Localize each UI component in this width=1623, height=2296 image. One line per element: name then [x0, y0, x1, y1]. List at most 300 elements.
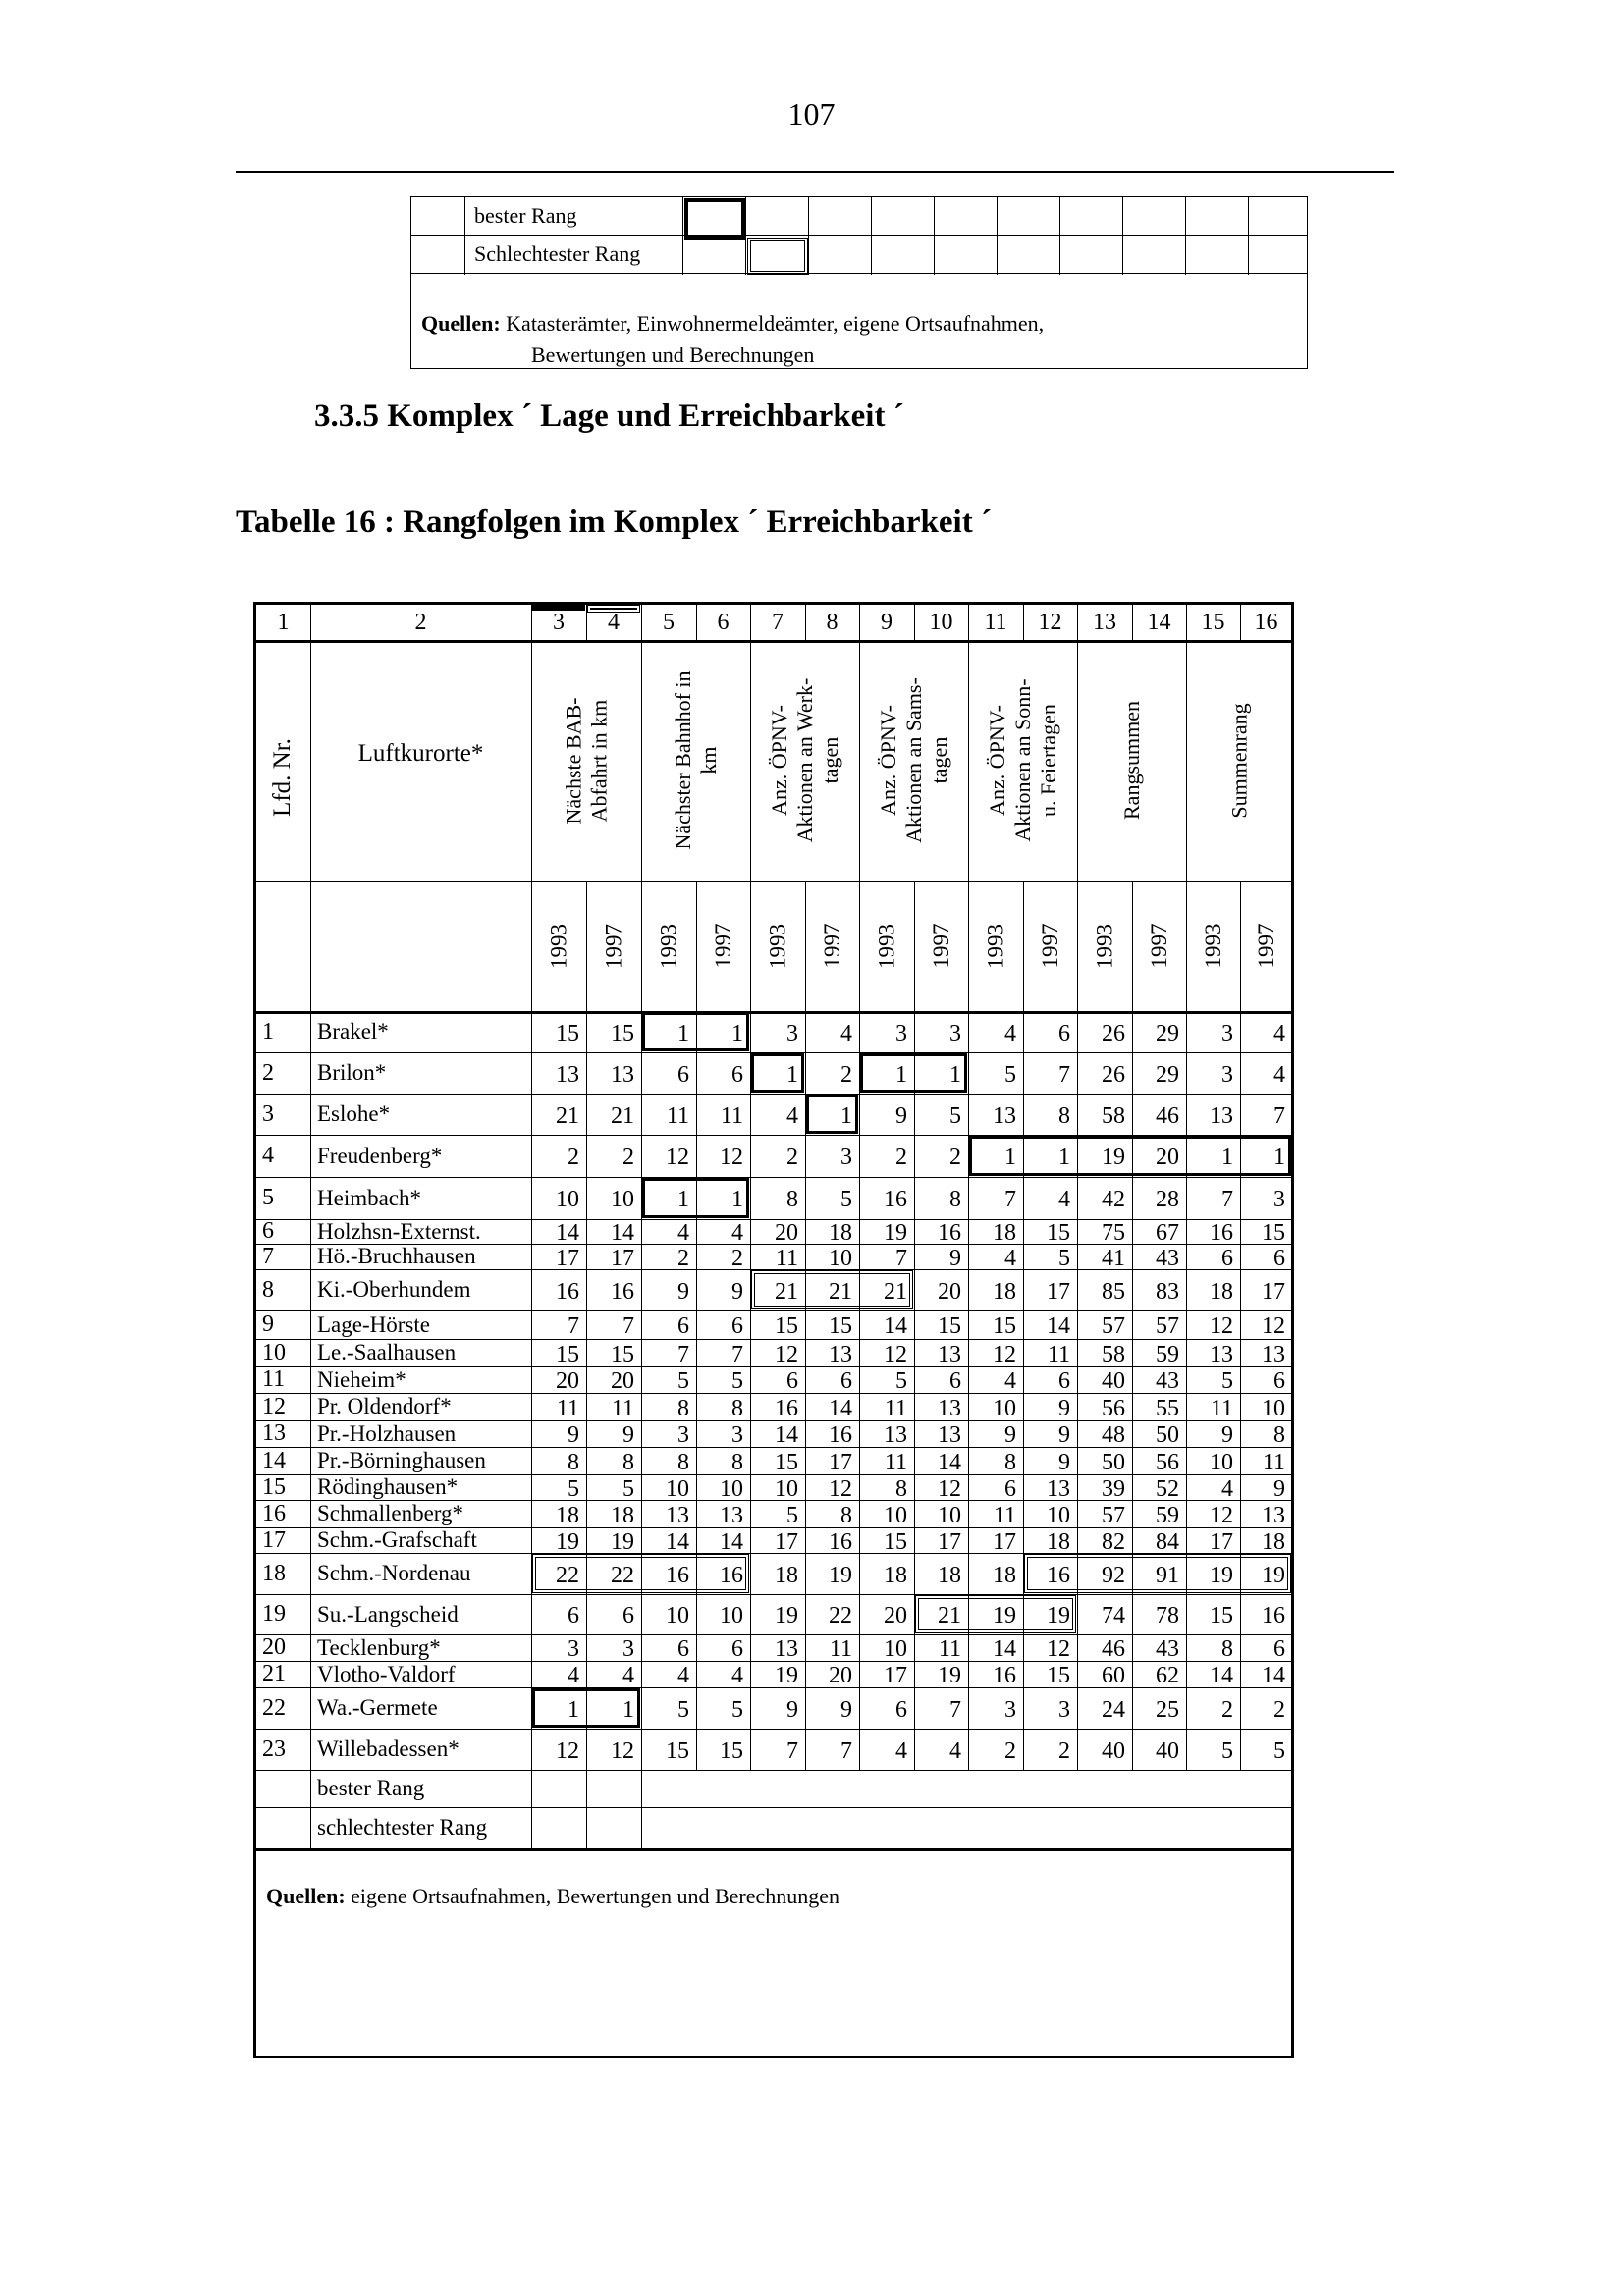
header-luftkurorte: Luftkurorte* [357, 740, 484, 767]
rank-value: 10 [1262, 1396, 1285, 1421]
year-label: 1997 [601, 923, 625, 969]
rank-value: 16 [1047, 1563, 1070, 1588]
row-number: 16 [262, 1501, 286, 1526]
rank-value: 19 [1210, 1563, 1233, 1588]
rank-value: 17 [1047, 1279, 1070, 1305]
rank-value: 8 [840, 1503, 852, 1528]
rank-value: 19 [993, 1603, 1016, 1629]
column-number: 9 [881, 610, 893, 635]
legend-best-box [684, 198, 745, 240]
rank-value: 13 [1210, 1103, 1233, 1129]
rank-value: 20 [1156, 1145, 1179, 1170]
row-number: 7 [262, 1244, 274, 1269]
best-rank-box [806, 1095, 858, 1134]
rank-value: 75 [1102, 1220, 1125, 1246]
rank-value: 13 [720, 1503, 743, 1528]
rank-value: 10 [775, 1476, 798, 1502]
rank-value: 11 [884, 1396, 907, 1421]
rank-value: 16 [556, 1279, 579, 1305]
rank-value: 18 [829, 1220, 852, 1246]
rank-value: 7 [786, 1738, 798, 1764]
rank-value: 12 [1047, 1636, 1070, 1662]
rank-value: 59 [1156, 1342, 1179, 1367]
rank-value: 15 [884, 1529, 907, 1555]
resort-name: Willebadessen* [317, 1736, 460, 1761]
rank-value: 20 [884, 1603, 907, 1629]
rank-value: 5 [840, 1187, 852, 1212]
rank-value: 9 [622, 1422, 634, 1448]
rank-value: 15 [556, 1342, 579, 1367]
rank-value: 2 [786, 1145, 798, 1170]
page-number: 107 [787, 96, 836, 132]
column-number: 6 [717, 610, 730, 635]
rank-value: 2 [840, 1062, 852, 1088]
header-lfd-nr: Lfd. Nr. [269, 738, 296, 817]
rank-value: 10 [1210, 1450, 1233, 1475]
rank-value: 7 [1004, 1187, 1016, 1212]
rank-value: 3 [949, 1021, 961, 1046]
rank-value: 19 [775, 1663, 798, 1688]
rank-value: 46 [1102, 1636, 1125, 1662]
rank-value: 26 [1102, 1021, 1125, 1046]
rank-value: 4 [949, 1738, 961, 1764]
rank-value: 21 [556, 1103, 579, 1129]
worst-rank-box [751, 1270, 913, 1309]
resort-name: Pr.-Börninghausen [317, 1448, 486, 1472]
rank-value: 91 [1156, 1563, 1179, 1588]
rank-value: 16 [775, 1396, 798, 1421]
column-number: 4 [608, 610, 620, 635]
rank-value: 43 [1156, 1636, 1179, 1662]
rank-value: 13 [556, 1062, 579, 1088]
rank-value: 16 [829, 1422, 852, 1448]
previous-table-fragment [410, 196, 1308, 369]
rank-value: 3 [568, 1636, 579, 1662]
rank-value: 13 [884, 1422, 907, 1448]
resort-name: Holzhsn-Externst. [317, 1219, 481, 1244]
rank-value: 2 [677, 1246, 689, 1271]
rank-value: 2 [1273, 1697, 1285, 1723]
rank-value: 28 [1156, 1187, 1179, 1212]
rank-value: 21 [884, 1279, 907, 1305]
rank-value: 14 [1047, 1313, 1070, 1339]
rank-value: 2 [1004, 1738, 1016, 1764]
rank-value: 19 [556, 1529, 579, 1555]
rank-value: 14 [611, 1220, 634, 1246]
rank-value: 19 [1047, 1603, 1070, 1629]
rank-value: 6 [622, 1603, 634, 1629]
rank-value: 12 [556, 1738, 579, 1764]
rank-value: 6 [1058, 1368, 1070, 1394]
rank-value: 8 [677, 1396, 689, 1421]
rank-value: 1 [786, 1062, 798, 1088]
rank-value: 4 [1221, 1476, 1233, 1502]
rank-value: 13 [611, 1062, 634, 1088]
row-number: 6 [262, 1218, 274, 1244]
rank-value: 7 [895, 1246, 907, 1271]
rank-value: 2 [731, 1246, 743, 1271]
rank-value: 10 [829, 1246, 852, 1271]
year-label: 1997 [1037, 923, 1062, 969]
year-label: 1997 [819, 923, 844, 969]
rank-value: 8 [786, 1187, 798, 1212]
rank-value: 15 [1262, 1220, 1285, 1246]
rank-value: 2 [1221, 1697, 1233, 1723]
resort-name: Le.-Saalhausen [317, 1340, 457, 1364]
rank-value: 57 [1102, 1313, 1125, 1339]
year-label: 1993 [983, 923, 1007, 969]
rank-value: 12 [829, 1476, 852, 1502]
legend-row-worst [411, 236, 1307, 274]
rank-value: 15 [775, 1313, 798, 1339]
rank-value: 4 [622, 1663, 634, 1688]
resort-name: Freudenberg* [317, 1144, 443, 1168]
rank-value: 15 [1210, 1603, 1233, 1629]
best-rank-box [642, 1178, 749, 1218]
rank-value: 1 [622, 1697, 634, 1723]
column-number: 7 [772, 610, 784, 635]
rank-value: 10 [993, 1396, 1016, 1421]
header-oepnv-samstage: Anz. ÖPNV- Aktionen an Sams- tagen [875, 677, 951, 843]
rank-value: 26 [1102, 1062, 1125, 1088]
rank-value: 2 [622, 1145, 634, 1170]
rank-value: 46 [1156, 1103, 1179, 1129]
rank-value: 11 [611, 1396, 634, 1421]
rank-value: 6 [731, 1062, 743, 1088]
rank-value: 15 [829, 1313, 852, 1339]
previous-table-sources [421, 308, 1044, 371]
rank-value: 8 [731, 1396, 743, 1421]
legend-worst-box [747, 238, 808, 275]
rank-value: 5 [786, 1503, 798, 1528]
rank-value: 17 [993, 1529, 1016, 1555]
rank-value: 57 [1156, 1313, 1179, 1339]
rank-value: 5 [1221, 1738, 1233, 1764]
rank-value: 13 [938, 1422, 961, 1448]
resort-name: Nieheim* [317, 1367, 406, 1392]
rank-value: 6 [731, 1313, 743, 1339]
rank-value: 14 [1262, 1663, 1285, 1688]
best-rank-box [532, 1688, 640, 1728]
year-label: 1997 [1253, 923, 1278, 969]
rank-value: 6 [895, 1697, 907, 1723]
rank-value: 5 [949, 1103, 961, 1129]
rank-value: 18 [1047, 1529, 1070, 1555]
year-label: 1993 [1092, 923, 1116, 969]
rank-value: 18 [775, 1563, 798, 1588]
rank-value: 4 [677, 1220, 689, 1246]
rank-value: 20 [556, 1368, 579, 1394]
rank-value: 7 [622, 1313, 634, 1339]
rank-value: 19 [938, 1663, 961, 1688]
rank-value: 1 [1004, 1145, 1016, 1170]
rank-value: 8 [677, 1450, 689, 1475]
rank-value: 10 [666, 1476, 689, 1502]
rank-value: 15 [720, 1738, 743, 1764]
rank-value: 9 [895, 1103, 907, 1129]
rank-value: 14 [556, 1220, 579, 1246]
header-bahnhof: Nächster Bahnhof in km [670, 670, 721, 850]
table-sources [266, 1884, 839, 1909]
rank-value: 6 [840, 1368, 852, 1394]
row-number: 22 [262, 1695, 286, 1721]
rank-value: 18 [556, 1503, 579, 1528]
rank-value: 83 [1156, 1279, 1179, 1305]
rank-value: 15 [775, 1450, 798, 1475]
rank-value: 74 [1102, 1603, 1125, 1629]
column-number: 15 [1201, 610, 1225, 635]
rank-value: 50 [1102, 1450, 1125, 1475]
worst-rank-box [587, 605, 640, 613]
sources-line-2: Bewertungen und Berechnungen [531, 343, 815, 367]
rank-value: 1 [568, 1697, 579, 1723]
rank-value: 10 [666, 1603, 689, 1629]
resort-name: Vlotho-Valdorf [317, 1662, 456, 1686]
rank-value: 6 [677, 1636, 689, 1662]
rank-value: 60 [1102, 1663, 1125, 1688]
rank-value: 22 [611, 1563, 634, 1588]
year-label: 1993 [546, 923, 570, 969]
sources-label: Quellen: [266, 1884, 346, 1908]
rank-value: 19 [829, 1563, 852, 1588]
rank-value: 4 [731, 1220, 743, 1246]
rank-value: 1 [840, 1103, 852, 1129]
rank-value: 9 [1058, 1450, 1070, 1475]
rank-value: 92 [1102, 1563, 1125, 1588]
rank-value: 12 [993, 1342, 1016, 1367]
rank-value: 11 [1262, 1450, 1285, 1475]
rank-value: 5 [568, 1476, 579, 1502]
rank-value: 3 [1221, 1021, 1233, 1046]
header-summenrang: Summenrang [1226, 702, 1251, 819]
rank-value: 78 [1156, 1603, 1179, 1629]
row-number: 19 [262, 1601, 286, 1627]
rank-value: 8 [1058, 1103, 1070, 1129]
rank-value: 9 [1058, 1396, 1070, 1421]
table-caption: Tabelle 16 : Rangfolgen im Komplex ´ Erreichbarkeit ´ [236, 505, 992, 540]
rank-value: 56 [1156, 1450, 1179, 1475]
rank-value: 17 [829, 1450, 852, 1475]
section-heading: 3.3.5 Komplex ´ Lage und Erreichbarkeit ´ [314, 399, 904, 434]
rank-value: 6 [1273, 1636, 1285, 1662]
rank-value: 4 [677, 1663, 689, 1688]
rank-value: 9 [1058, 1422, 1070, 1448]
rank-value: 14 [666, 1529, 689, 1555]
rank-value: 4 [1058, 1187, 1070, 1212]
rank-value: 12 [884, 1342, 907, 1367]
rank-value: 10 [938, 1503, 961, 1528]
rank-value: 10 [884, 1636, 907, 1662]
rank-value: 18 [1262, 1529, 1285, 1555]
header-oepnv-sonntage: Anz. ÖPNV- Aktionen an Sonn- u. Feiertagen [984, 678, 1060, 842]
column-number: 5 [663, 610, 675, 635]
rank-value: 41 [1102, 1246, 1125, 1271]
rank-value: 1 [677, 1021, 689, 1046]
rank-value: 17 [884, 1663, 907, 1688]
row-number: 1 [262, 1019, 274, 1044]
rank-value: 1 [731, 1021, 743, 1046]
rank-value: 16 [720, 1563, 743, 1588]
worst-rank-box [915, 1595, 1076, 1633]
rank-value: 29 [1156, 1062, 1179, 1088]
rank-value: 9 [1004, 1422, 1016, 1448]
rank-value: 5 [895, 1368, 907, 1394]
rank-value: 15 [938, 1313, 961, 1339]
rank-value: 17 [938, 1529, 961, 1555]
rank-value: 7 [1058, 1062, 1070, 1088]
rank-value: 8 [731, 1450, 743, 1475]
rank-value: 18 [884, 1563, 907, 1588]
rank-value: 10 [720, 1603, 743, 1629]
column-number: 8 [826, 610, 839, 635]
rank-value: 14 [884, 1313, 907, 1339]
rank-value: 16 [938, 1220, 961, 1246]
best-rank-box [751, 1053, 804, 1093]
rank-value: 12 [666, 1145, 689, 1170]
rank-value: 59 [1156, 1503, 1179, 1528]
rank-value: 4 [1004, 1021, 1016, 1046]
year-label: 1997 [1146, 923, 1171, 969]
header-oepnv-werktage: Anz. ÖPNV- Aktionen an Werk- tagen [766, 677, 842, 843]
row-number: 9 [262, 1311, 274, 1337]
rank-value: 11 [938, 1636, 961, 1662]
rank-value: 17 [775, 1529, 798, 1555]
rank-value: 21 [775, 1279, 798, 1305]
rank-value: 17 [1262, 1279, 1285, 1305]
resort-name: Hö.-Bruchhausen [317, 1244, 476, 1268]
rank-value: 15 [611, 1021, 634, 1046]
rank-value: 10 [611, 1187, 634, 1212]
rank-value: 13 [1262, 1342, 1285, 1367]
rank-value: 12 [1210, 1503, 1233, 1528]
resort-name: Wa.-Germete [317, 1695, 438, 1720]
resort-name: Heimbach* [317, 1186, 422, 1210]
rank-value: 10 [556, 1187, 579, 1212]
rank-value: 22 [829, 1603, 852, 1629]
rank-value: 6 [1058, 1021, 1070, 1046]
rank-value: 3 [1221, 1062, 1233, 1088]
row-number: 12 [262, 1394, 286, 1419]
rank-value: 14 [1210, 1663, 1233, 1688]
row-number: 5 [262, 1185, 274, 1210]
best-rank-box [969, 1136, 1291, 1176]
rank-value: 20 [829, 1663, 852, 1688]
rank-value: 15 [1047, 1663, 1070, 1688]
resort-name: Schm.-Grafschaft [317, 1527, 477, 1552]
rank-value: 9 [840, 1697, 852, 1723]
resort-name: Ki.-Oberhundem [317, 1277, 471, 1302]
column-number: 2 [414, 610, 427, 635]
row-number: 10 [262, 1340, 286, 1365]
year-label: 1993 [765, 923, 789, 969]
rank-value: 13 [775, 1636, 798, 1662]
rank-value: 48 [1102, 1422, 1125, 1448]
legend-worst-label: schlechtester Rang [317, 1815, 488, 1840]
rank-value: 16 [884, 1187, 907, 1212]
row-number: 17 [262, 1527, 286, 1553]
rank-value: 6 [568, 1603, 579, 1629]
header-bab: Nächste BAB- Abfahrt in km [561, 697, 611, 824]
rank-value: 11 [1047, 1342, 1070, 1367]
rank-value: 9 [731, 1279, 743, 1305]
column-number: 1 [277, 610, 290, 635]
rank-value: 15 [666, 1738, 689, 1764]
rank-value: 16 [993, 1663, 1016, 1688]
rank-value: 16 [611, 1279, 634, 1305]
column-number: 14 [1147, 610, 1171, 635]
year-label: 1993 [656, 923, 680, 969]
rank-value: 5 [622, 1476, 634, 1502]
rank-value: 18 [993, 1279, 1016, 1305]
rank-value: 15 [1047, 1220, 1070, 1246]
rank-value: 16 [1210, 1220, 1233, 1246]
rank-value: 5 [1004, 1062, 1016, 1088]
rank-value: 7 [731, 1342, 743, 1367]
rank-value: 6 [677, 1062, 689, 1088]
rank-value: 13 [993, 1103, 1016, 1129]
year-label: 1993 [874, 923, 898, 969]
rank-value: 18 [993, 1220, 1016, 1246]
rank-value: 19 [775, 1603, 798, 1629]
rank-value: 14 [829, 1396, 852, 1421]
best-rank-box [860, 1053, 967, 1093]
rank-value: 8 [568, 1450, 579, 1475]
header-rule [236, 171, 1394, 173]
rank-value: 3 [1273, 1187, 1285, 1212]
column-number: 16 [1254, 610, 1278, 635]
rank-value: 7 [677, 1342, 689, 1367]
row-number: 23 [262, 1736, 286, 1762]
resort-name: Rödinghausen* [317, 1474, 459, 1499]
rank-value: 21 [829, 1279, 852, 1305]
sources-line-1: Katasterämter, Einwohnermeldeämter, eigene Ortsaufnahmen, [506, 311, 1045, 336]
row-number: 8 [262, 1277, 274, 1303]
rank-value: 3 [1004, 1697, 1016, 1723]
rank-value: 8 [895, 1476, 907, 1502]
rank-value: 4 [1004, 1246, 1016, 1271]
rank-value: 5 [1058, 1246, 1070, 1271]
rank-value: 50 [1156, 1422, 1179, 1448]
rank-value: 6 [1273, 1246, 1285, 1271]
sources-text: eigene Ortsaufnahmen, Bewertungen und Berechnungen [345, 1884, 840, 1908]
rank-value: 7 [1221, 1187, 1233, 1212]
rank-value: 19 [884, 1220, 907, 1246]
rank-value: 3 [895, 1021, 907, 1046]
resort-name: Brakel* [317, 1019, 389, 1043]
rank-value: 40 [1102, 1368, 1125, 1394]
resort-name: Tecklenburg* [317, 1635, 441, 1660]
best-rank-box [532, 605, 585, 611]
rank-value: 57 [1102, 1503, 1125, 1528]
rank-value: 56 [1102, 1396, 1125, 1421]
rank-value: 4 [786, 1103, 798, 1129]
rank-value: 85 [1102, 1279, 1125, 1305]
rank-value: 1 [895, 1062, 907, 1088]
row-number: 3 [262, 1101, 274, 1127]
rank-value: 82 [1102, 1529, 1125, 1555]
rank-value: 5 [1273, 1738, 1285, 1764]
rank-value: 10 [720, 1476, 743, 1502]
rank-value: 19 [611, 1529, 634, 1555]
rank-value: 9 [1221, 1422, 1233, 1448]
rank-value: 11 [556, 1396, 579, 1421]
resort-name: Su.-Langscheid [317, 1602, 459, 1627]
rank-value: 3 [731, 1422, 743, 1448]
rank-value: 25 [1156, 1697, 1179, 1723]
rank-value: 16 [829, 1529, 852, 1555]
resort-name: Lage-Hörste [317, 1312, 430, 1337]
rank-value: 2 [1058, 1738, 1070, 1764]
